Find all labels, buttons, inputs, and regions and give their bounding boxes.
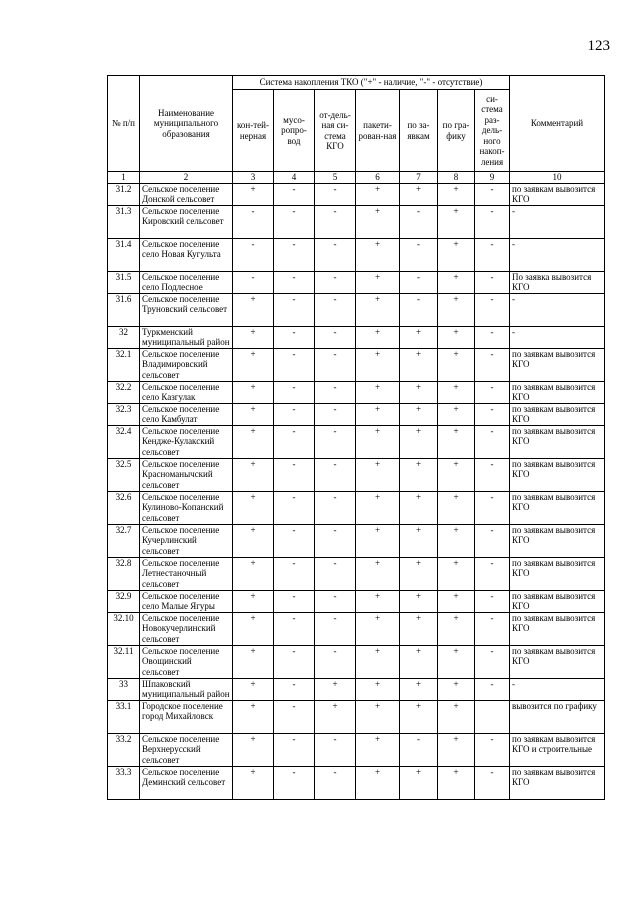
system-flag: + <box>438 458 475 491</box>
row-number: 32.5 <box>108 458 140 491</box>
table-row <box>108 238 605 271</box>
system-flag: + <box>356 348 400 381</box>
row-number: 32.4 <box>108 425 140 458</box>
system-flag: - <box>274 733 315 766</box>
system-flag: + <box>356 183 400 205</box>
municipality-name: Сельское поселение Деминский сельсовет <box>140 766 233 799</box>
system-flag: + <box>356 557 400 590</box>
row-comment: вывозится по графику <box>510 700 605 733</box>
system-flag: - <box>315 491 356 524</box>
system-flag: - <box>274 293 315 326</box>
table-row <box>108 766 605 799</box>
system-flag: - <box>475 733 510 766</box>
row-comment: по заявкам вывозится КГО <box>510 348 605 381</box>
system-flag: - <box>475 612 510 645</box>
municipality-name: Туркменский муниципальный район <box>140 326 233 348</box>
table-row <box>108 491 605 524</box>
municipality-name: Сельское поселение село Малые Ягуры <box>140 590 233 612</box>
system-flag: - <box>315 590 356 612</box>
system-flag: - <box>315 733 356 766</box>
row-number: 31.6 <box>108 293 140 326</box>
column-number: 5 <box>315 172 356 184</box>
system-flag: - <box>475 183 510 205</box>
header-system: Система накопления ТКО ("+" - наличие, "-" - отсутствие) <box>233 76 510 90</box>
system-flag: - <box>274 524 315 557</box>
system-flag: + <box>233 645 274 678</box>
system-flag: - <box>274 326 315 348</box>
system-flag: - <box>274 590 315 612</box>
system-flag: + <box>356 678 400 700</box>
system-flag: - <box>315 293 356 326</box>
municipality-name: Сельское поселение Труновский сельсовет <box>140 293 233 326</box>
system-flag: + <box>233 403 274 425</box>
system-flag: + <box>400 458 438 491</box>
system-flag: - <box>315 271 356 293</box>
system-flag: + <box>356 524 400 557</box>
system-flag: + <box>233 590 274 612</box>
system-flag: - <box>475 645 510 678</box>
page-number: 123 <box>587 38 610 54</box>
system-flag: + <box>438 612 475 645</box>
row-number: 32 <box>108 326 140 348</box>
municipality-name: Сельское поселение Красноманычский сельсовет <box>140 458 233 491</box>
row-comment: - <box>510 678 605 700</box>
table-row <box>108 425 605 458</box>
row-number: 32.9 <box>108 590 140 612</box>
system-flag: + <box>438 238 475 271</box>
system-flag: - <box>475 205 510 238</box>
system-flag: + <box>400 348 438 381</box>
municipality-name: Сельское поселение село Камбулат <box>140 403 233 425</box>
system-flag: - <box>475 293 510 326</box>
system-flag: + <box>438 425 475 458</box>
header-sub: си-стема раз-дель-ного накоп-ления <box>475 90 510 172</box>
row-comment: по заявкам вывозится КГО <box>510 612 605 645</box>
system-flag: - <box>274 678 315 700</box>
system-flag: - <box>475 271 510 293</box>
system-flag: - <box>315 766 356 799</box>
municipality-name: Сельское поселение Кучерлинский сельсовет <box>140 524 233 557</box>
system-flag: - <box>475 326 510 348</box>
system-flag: + <box>233 612 274 645</box>
table-row <box>108 205 605 238</box>
system-flag: + <box>233 458 274 491</box>
system-flag: - <box>274 557 315 590</box>
row-number: 32.11 <box>108 645 140 678</box>
system-flag: + <box>356 733 400 766</box>
system-flag: + <box>356 271 400 293</box>
system-flag: - <box>475 403 510 425</box>
row-comment: по заявкам вывозится КГО <box>510 645 605 678</box>
system-flag: + <box>438 293 475 326</box>
system-flag: + <box>400 645 438 678</box>
system-flag: + <box>356 381 400 403</box>
row-number: 32.3 <box>108 403 140 425</box>
system-flag: - <box>315 557 356 590</box>
system-flag: - <box>274 425 315 458</box>
municipality-name: Сельское поселение Владимировский сельсовет <box>140 348 233 381</box>
column-number: 6 <box>356 172 400 184</box>
system-flag: + <box>438 766 475 799</box>
system-flag: - <box>315 425 356 458</box>
row-comment: по заявкам вывозится КГО <box>510 557 605 590</box>
column-number: 3 <box>233 172 274 184</box>
row-comment: - <box>510 293 605 326</box>
header-sub: кон-тей-нерная <box>233 90 274 172</box>
system-flag: + <box>438 271 475 293</box>
system-flag: + <box>233 348 274 381</box>
system-flag: - <box>274 766 315 799</box>
system-flag: + <box>400 381 438 403</box>
system-flag: + <box>438 183 475 205</box>
system-flag: + <box>356 238 400 271</box>
row-comment: по заявкам вывозится КГО <box>510 590 605 612</box>
system-flag: + <box>400 612 438 645</box>
system-flag: - <box>233 271 274 293</box>
system-flag: + <box>356 700 400 733</box>
system-flag: + <box>356 403 400 425</box>
system-flag: - <box>274 271 315 293</box>
table-row <box>108 700 605 733</box>
system-flag: - <box>475 557 510 590</box>
system-flag: - <box>475 381 510 403</box>
system-flag: - <box>315 348 356 381</box>
system-flag: + <box>400 425 438 458</box>
system-flag: + <box>438 205 475 238</box>
system-flag: + <box>233 733 274 766</box>
row-number: 33.2 <box>108 733 140 766</box>
header-sub: по гра-фику <box>438 90 475 172</box>
system-flag: - <box>315 183 356 205</box>
row-number: 31.4 <box>108 238 140 271</box>
system-flag: - <box>315 205 356 238</box>
header-comment: Комментарий <box>510 76 605 172</box>
row-comment: - <box>510 238 605 271</box>
municipality-name: Сельское поселение Кендже-Кулакский сельсовет <box>140 425 233 458</box>
column-number: 8 <box>438 172 475 184</box>
municipality-name: Сельское поселение Кировский сельсовет <box>140 205 233 238</box>
system-flag: + <box>438 403 475 425</box>
system-flag: + <box>356 326 400 348</box>
row-number: 31.2 <box>108 183 140 205</box>
system-flag: + <box>400 678 438 700</box>
row-number: 32.1 <box>108 348 140 381</box>
system-flag: - <box>315 326 356 348</box>
system-flag: - <box>315 238 356 271</box>
row-number: 32.7 <box>108 524 140 557</box>
system-flag: - <box>233 205 274 238</box>
header-num: № п/п <box>108 76 140 172</box>
header-sub: по за-явкам <box>400 90 438 172</box>
system-flag: - <box>400 733 438 766</box>
system-flag: + <box>356 590 400 612</box>
column-number: 9 <box>475 172 510 184</box>
system-flag: - <box>233 238 274 271</box>
system-flag: + <box>438 700 475 733</box>
municipality-name: Сельское поселение село Подлесное <box>140 271 233 293</box>
row-comment: по заявкам вывозится КГО <box>510 183 605 205</box>
row-number: 32.8 <box>108 557 140 590</box>
system-flag: - <box>274 205 315 238</box>
system-flag: + <box>233 557 274 590</box>
row-comment: по заявкам вывозится КГО <box>510 491 605 524</box>
table-row <box>108 183 605 205</box>
municipality-name: Сельское поселение Летнестаночный сельсовет <box>140 557 233 590</box>
system-flag: - <box>274 238 315 271</box>
row-number: 31.3 <box>108 205 140 238</box>
system-flag: + <box>400 557 438 590</box>
header-sub: от-дель-ная си-стема КГО <box>315 90 356 172</box>
row-number: 32.2 <box>108 381 140 403</box>
row-comment: По заявка вывозится КГО <box>510 271 605 293</box>
row-comment: - <box>510 326 605 348</box>
system-flag: + <box>400 700 438 733</box>
system-flag: - <box>315 612 356 645</box>
system-flag: + <box>438 524 475 557</box>
system-flag: + <box>438 557 475 590</box>
system-flag: + <box>233 326 274 348</box>
system-flag: + <box>438 645 475 678</box>
municipality-name: Сельское поселение Донской сельсовет <box>140 183 233 205</box>
system-flag: - <box>274 700 315 733</box>
system-flag: - <box>475 524 510 557</box>
table-row <box>108 381 605 403</box>
system-flag: + <box>400 183 438 205</box>
system-flag: + <box>356 766 400 799</box>
row-number: 33.1 <box>108 700 140 733</box>
tko-table <box>107 75 605 800</box>
municipality-name: Городское поселение город Михайловск <box>140 700 233 733</box>
system-flag: + <box>356 491 400 524</box>
table-row <box>108 348 605 381</box>
header-sub: пакети-рован-ная <box>356 90 400 172</box>
system-flag: - <box>274 491 315 524</box>
system-flag: - <box>475 348 510 381</box>
system-flag: - <box>475 238 510 271</box>
municipality-name: Сельское поселение Верхнерусский сельсовет <box>140 733 233 766</box>
row-number: 33.3 <box>108 766 140 799</box>
header-sub: мусо-ропро-вод <box>274 90 315 172</box>
system-flag: - <box>475 458 510 491</box>
municipality-name: Сельское поселение Новокучерлинский сельсовет <box>140 612 233 645</box>
table-row <box>108 645 605 678</box>
municipality-name: Сельское поселение Овощинский сельсовет <box>140 645 233 678</box>
system-flag: - <box>274 348 315 381</box>
column-number: 4 <box>274 172 315 184</box>
column-numbers-row <box>108 172 605 184</box>
header-name: Наименование муниципального образования <box>140 76 233 172</box>
column-number: 10 <box>510 172 605 184</box>
system-flag: - <box>400 238 438 271</box>
system-flag: - <box>274 381 315 403</box>
system-flag: + <box>233 524 274 557</box>
row-comment: по заявкам вывозится КГО <box>510 766 605 799</box>
system-flag: + <box>438 590 475 612</box>
system-flag: + <box>233 381 274 403</box>
system-flag: - <box>274 458 315 491</box>
column-number: 7 <box>400 172 438 184</box>
system-flag: + <box>315 700 356 733</box>
system-flag: - <box>315 458 356 491</box>
system-flag: + <box>400 326 438 348</box>
table-row <box>108 403 605 425</box>
table-row <box>108 326 605 348</box>
column-number: 2 <box>140 172 233 184</box>
column-number: 1 <box>108 172 140 184</box>
system-flag: + <box>400 524 438 557</box>
system-flag: + <box>438 348 475 381</box>
table-row <box>108 557 605 590</box>
system-flag: + <box>356 612 400 645</box>
system-flag: + <box>356 205 400 238</box>
row-comment: по заявкам вывозится КГО <box>510 425 605 458</box>
system-flag: - <box>274 183 315 205</box>
system-flag: + <box>438 326 475 348</box>
table-row <box>108 293 605 326</box>
row-number: 32.10 <box>108 612 140 645</box>
row-number: 33 <box>108 678 140 700</box>
system-flag: + <box>233 183 274 205</box>
table-row <box>108 590 605 612</box>
system-flag: - <box>315 403 356 425</box>
system-flag: + <box>233 678 274 700</box>
system-flag: + <box>400 403 438 425</box>
table-row <box>108 524 605 557</box>
system-flag: + <box>438 733 475 766</box>
system-flag: + <box>356 458 400 491</box>
system-flag: - <box>475 590 510 612</box>
table-row <box>108 458 605 491</box>
system-flag: + <box>315 678 356 700</box>
row-comment: по заявкам вывозится КГО <box>510 458 605 491</box>
system-flag: - <box>274 403 315 425</box>
system-flag: + <box>438 381 475 403</box>
row-comment: по заявкам вывозится КГО <box>510 524 605 557</box>
system-flag: - <box>315 381 356 403</box>
system-flag: - <box>475 491 510 524</box>
system-flag: + <box>356 425 400 458</box>
system-flag: + <box>400 491 438 524</box>
system-flag: - <box>400 293 438 326</box>
system-flag: - <box>315 524 356 557</box>
system-flag: + <box>356 645 400 678</box>
municipality-name: Сельское поселение село Казгулак <box>140 381 233 403</box>
system-flag: + <box>233 491 274 524</box>
system-flag: - <box>274 612 315 645</box>
table-row <box>108 733 605 766</box>
system-flag: + <box>356 293 400 326</box>
row-comment: - <box>510 205 605 238</box>
system-flag: + <box>233 766 274 799</box>
system-flag: - <box>315 645 356 678</box>
table-row <box>108 271 605 293</box>
system-flag: + <box>233 700 274 733</box>
system-flag: - <box>475 425 510 458</box>
municipality-name: Сельское поселение Кулиново-Копанский сельсовет <box>140 491 233 524</box>
system-flag: + <box>400 766 438 799</box>
row-comment: по заявкам вывозится КГО и строительные <box>510 733 605 766</box>
row-number: 31.5 <box>108 271 140 293</box>
system-flag <box>475 700 510 733</box>
system-flag: + <box>233 293 274 326</box>
row-comment: по заявкам вывозится КГО <box>510 381 605 403</box>
system-flag: + <box>400 590 438 612</box>
municipality-name: Шпаковский муниципальный район <box>140 678 233 700</box>
system-flag: + <box>438 491 475 524</box>
system-flag: - <box>475 766 510 799</box>
system-flag: - <box>400 271 438 293</box>
system-flag: + <box>438 678 475 700</box>
system-flag: - <box>400 205 438 238</box>
row-number: 32.6 <box>108 491 140 524</box>
row-comment: по заявкам вывозится КГО <box>510 403 605 425</box>
table-row <box>108 612 605 645</box>
system-flag: - <box>274 645 315 678</box>
system-flag: - <box>475 678 510 700</box>
municipality-name: Сельское поселение село Новая Кугульта <box>140 238 233 271</box>
system-flag: + <box>233 425 274 458</box>
table-row <box>108 678 605 700</box>
